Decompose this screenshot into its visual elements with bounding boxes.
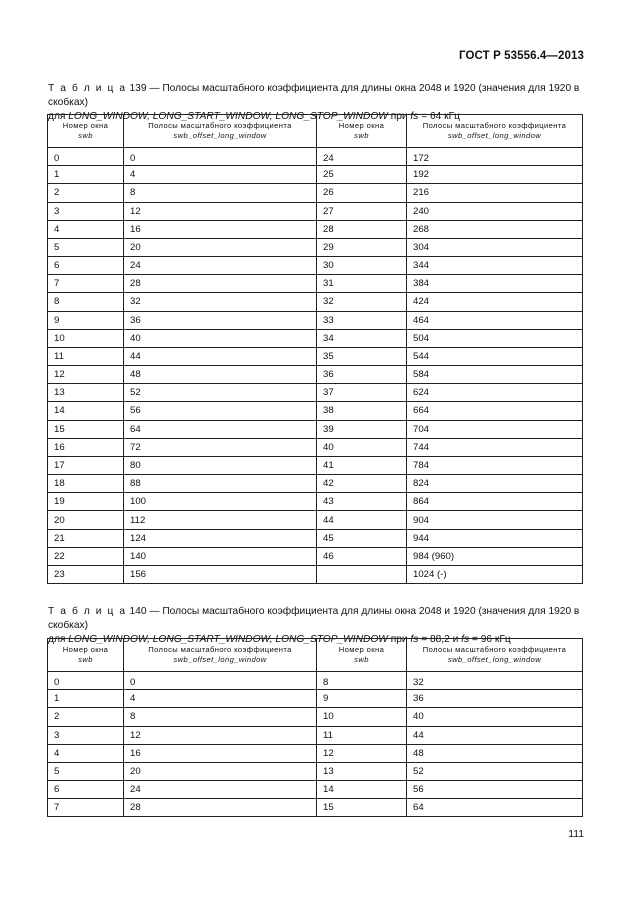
- table-cell: 0: [124, 672, 317, 690]
- table-row: [48, 799, 583, 817]
- table-row: [48, 166, 583, 184]
- table-cell: 6: [48, 257, 124, 275]
- table-cell: 46: [317, 547, 407, 565]
- table-row: [48, 456, 583, 474]
- table-cell: 192: [407, 166, 583, 184]
- table-cell: 172: [407, 148, 583, 166]
- table-cell: [317, 565, 407, 583]
- table-cell: 44: [124, 347, 317, 365]
- table-cell: 28: [317, 220, 407, 238]
- table-cell: 23: [48, 565, 124, 583]
- table-cell: 44: [407, 726, 583, 744]
- table-cell: 40: [407, 708, 583, 726]
- table-cell: 43: [317, 493, 407, 511]
- caption-fs2: fs: [461, 634, 470, 645]
- table-cell: 4: [48, 744, 124, 762]
- table-cell: 664: [407, 402, 583, 420]
- table-cell: 2: [48, 184, 124, 202]
- table-cell: 24: [317, 148, 407, 166]
- table-row: [48, 529, 583, 547]
- table-cell: 156: [124, 565, 317, 583]
- table-cell: 28: [124, 799, 317, 817]
- table-cell: 64: [407, 799, 583, 817]
- table-cell: 16: [124, 220, 317, 238]
- col-header: [407, 115, 583, 148]
- table-cell: 42: [317, 475, 407, 493]
- table-cell: 100: [124, 493, 317, 511]
- table-cell: 8: [124, 708, 317, 726]
- col-header-title: Номер окна: [62, 121, 109, 130]
- table-cell: 32: [407, 672, 583, 690]
- col-header: [48, 115, 124, 148]
- table-cell: 22: [48, 547, 124, 565]
- col-header-title: Номер окна: [62, 645, 109, 654]
- col-header: [124, 639, 317, 672]
- table-cell: 384: [407, 275, 583, 293]
- table-cell: 0: [48, 672, 124, 690]
- table-cell: 240: [407, 202, 583, 220]
- col-header-title: Номер окна: [338, 121, 385, 130]
- table-cell: 35: [317, 347, 407, 365]
- table-row: [48, 238, 583, 256]
- table-cell: 8: [124, 184, 317, 202]
- table-cell: 124: [124, 529, 317, 547]
- page-number: 111: [568, 829, 584, 840]
- caption-windows: LONG_WINDOW, LONG_START_WINDOW, LONG_STOP_WINDOW: [68, 111, 388, 122]
- table-cell: 26: [317, 184, 407, 202]
- table-cell: 56: [407, 781, 583, 799]
- table-cell: 17: [48, 456, 124, 474]
- table-cell: 2: [48, 708, 124, 726]
- table-header: [48, 115, 583, 148]
- table-cell: 1: [48, 690, 124, 708]
- table-cell: 88: [124, 475, 317, 493]
- table-cell: 36: [407, 690, 583, 708]
- col-header-title: Полосы масштабного коэффициента: [148, 645, 292, 654]
- table-cell: 4: [124, 166, 317, 184]
- table-row: [48, 672, 583, 690]
- table-row: [48, 184, 583, 202]
- col-header-title: Полосы масштабного коэффициента: [422, 121, 567, 130]
- caption-title: 139 — Полосы масштабного коэффициента для длины окна 2048 и 1920 (значения для 1920 в скобках): [48, 83, 580, 108]
- col-header-sub: swb: [78, 131, 93, 140]
- col-header: [124, 115, 317, 148]
- table-cell: 504: [407, 329, 583, 347]
- caption-label: Т а б л и ц а: [48, 83, 127, 94]
- table-cell: 33: [317, 311, 407, 329]
- table-body: [48, 672, 583, 817]
- col-header-sub: swb: [354, 131, 369, 140]
- col-header-sub: swb: [354, 655, 369, 664]
- table-cell: 944: [407, 529, 583, 547]
- table-cell: 11: [317, 726, 407, 744]
- table-row: [48, 690, 583, 708]
- table-cell: 39: [317, 420, 407, 438]
- document-code: ГОСТ Р 53556.4—2013: [459, 50, 584, 62]
- table-cell: 15: [48, 420, 124, 438]
- table-row: [48, 202, 583, 220]
- table-cell: 9: [48, 311, 124, 329]
- table-cell: 24: [124, 781, 317, 799]
- table-cell: 48: [124, 366, 317, 384]
- table-cell: 584: [407, 366, 583, 384]
- table-cell: 15: [317, 799, 407, 817]
- table-cell: 0: [124, 148, 317, 166]
- table-cell: 40: [124, 329, 317, 347]
- table-cell: 14: [48, 402, 124, 420]
- table-cell: 27: [317, 202, 407, 220]
- table-cell: 32: [317, 293, 407, 311]
- table-cell: 904: [407, 511, 583, 529]
- caption-prefix: для: [48, 111, 69, 122]
- table-row: [48, 366, 583, 384]
- table-cell: 1: [48, 166, 124, 184]
- table-cell: 10: [317, 708, 407, 726]
- table-cell: 36: [317, 366, 407, 384]
- table-cell: 20: [124, 238, 317, 256]
- table-row: [48, 762, 583, 780]
- col-header-sub: swb_offset_long_window: [173, 655, 267, 664]
- col-header-sub: swb_offset_long_window: [447, 131, 542, 140]
- caption-mid2: = 88,2 и: [418, 634, 462, 645]
- table-cell: 20: [48, 511, 124, 529]
- table-cell: 8: [48, 293, 124, 311]
- table-cell: 31: [317, 275, 407, 293]
- table-cell: 424: [407, 293, 583, 311]
- table-row: [48, 384, 583, 402]
- table-140: [47, 638, 583, 817]
- table-row: [48, 275, 583, 293]
- table-cell: 216: [407, 184, 583, 202]
- col-header: [48, 639, 124, 672]
- table-cell: 5: [48, 238, 124, 256]
- table-cell: 21: [48, 529, 124, 547]
- table-cell: 12: [317, 744, 407, 762]
- table-cell: 268: [407, 220, 583, 238]
- table-cell: 40: [317, 438, 407, 456]
- table-cell: 11: [48, 347, 124, 365]
- table-cell: 16: [124, 744, 317, 762]
- table-row: [48, 547, 583, 565]
- table-cell: 9: [317, 690, 407, 708]
- table-cell: 29: [317, 238, 407, 256]
- table-header: [48, 639, 583, 672]
- caption-suffix: = 96 кГц: [469, 634, 511, 645]
- table-cell: 37: [317, 384, 407, 402]
- col-header-sub: swb_offset_long_window: [173, 131, 267, 140]
- table-cell: 544: [407, 347, 583, 365]
- table-row: [48, 293, 583, 311]
- table-cell: 10: [48, 329, 124, 347]
- col-header: [317, 115, 407, 148]
- table-cell: 140: [124, 547, 317, 565]
- table-cell: 25: [317, 166, 407, 184]
- table-cell: 45: [317, 529, 407, 547]
- caption-fs: fs: [410, 634, 419, 645]
- col-header-sub: swb: [78, 655, 93, 664]
- table-cell: 13: [48, 384, 124, 402]
- table-cell: 41: [317, 456, 407, 474]
- col-header: [317, 639, 407, 672]
- caption-fs: fs: [410, 111, 419, 122]
- table-cell: 48: [407, 744, 583, 762]
- table-cell: 52: [407, 762, 583, 780]
- table-cell: 344: [407, 257, 583, 275]
- table-row: [48, 781, 583, 799]
- table-cell: 4: [124, 690, 317, 708]
- caption-mid: при: [387, 111, 411, 122]
- table-cell: 3: [48, 202, 124, 220]
- table-cell: 0: [48, 148, 124, 166]
- table-cell: 5: [48, 762, 124, 780]
- table-row: [48, 402, 583, 420]
- table-cell: 18: [48, 475, 124, 493]
- table-cell: 112: [124, 511, 317, 529]
- table-139: [47, 114, 583, 584]
- table-cell: 30: [317, 257, 407, 275]
- table-cell: 32: [124, 293, 317, 311]
- table-cell: 824: [407, 475, 583, 493]
- table-cell: 1024 (-): [407, 565, 583, 583]
- table-cell: 24: [124, 257, 317, 275]
- table-cell: 16: [48, 438, 124, 456]
- table-row: [48, 475, 583, 493]
- caption-windows: LONG_WINDOW, LONG_START_WINDOW, LONG_STOP_WINDOW: [68, 634, 388, 645]
- table-body: [48, 148, 583, 584]
- col-header: [407, 639, 583, 672]
- table-cell: 80: [124, 456, 317, 474]
- table-row: [48, 220, 583, 238]
- table-row: [48, 493, 583, 511]
- caption-title: 140 — Полосы масштабного коэффициента для длины окна 2048 и 1920 (значения для 1920 в скобках): [48, 606, 580, 631]
- table-cell: 13: [317, 762, 407, 780]
- col-header-title: Полосы масштабного коэффициента: [148, 121, 292, 130]
- table-cell: 304: [407, 238, 583, 256]
- table-cell: 64: [124, 420, 317, 438]
- table-cell: 624: [407, 384, 583, 402]
- table-cell: 6: [48, 781, 124, 799]
- table-cell: 34: [317, 329, 407, 347]
- caption-suffix: = 64 кГц: [418, 111, 460, 122]
- table-cell: 56: [124, 402, 317, 420]
- table-row: [48, 744, 583, 762]
- table-row: [48, 148, 583, 166]
- table-row: [48, 726, 583, 744]
- table-row: [48, 420, 583, 438]
- table-cell: 28: [124, 275, 317, 293]
- col-header-title: Номер окна: [338, 645, 385, 654]
- table-cell: 7: [48, 799, 124, 817]
- table-cell: 864: [407, 493, 583, 511]
- table-cell: 44: [317, 511, 407, 529]
- table-cell: 8: [317, 672, 407, 690]
- table-row: [48, 311, 583, 329]
- table-cell: 784: [407, 456, 583, 474]
- table-row: [48, 257, 583, 275]
- table-cell: 744: [407, 438, 583, 456]
- col-header-title: Полосы масштабного коэффициента: [422, 645, 567, 654]
- caption-prefix: для: [48, 634, 69, 645]
- table-cell: 20: [124, 762, 317, 780]
- table-cell: 72: [124, 438, 317, 456]
- table-cell: 12: [48, 366, 124, 384]
- table-cell: 704: [407, 420, 583, 438]
- table-cell: 7: [48, 275, 124, 293]
- table-cell: 12: [124, 202, 317, 220]
- table-row: [48, 347, 583, 365]
- table-cell: 19: [48, 493, 124, 511]
- table-cell: 52: [124, 384, 317, 402]
- table-cell: 4: [48, 220, 124, 238]
- table-cell: 12: [124, 726, 317, 744]
- caption-mid: при: [387, 634, 411, 645]
- col-header-sub: swb_offset_long_window: [447, 655, 542, 664]
- table-cell: 984 (960): [407, 547, 583, 565]
- table-cell: 464: [407, 311, 583, 329]
- caption-label: Т а б л и ц а: [48, 606, 127, 617]
- table-row: [48, 708, 583, 726]
- table-cell: 14: [317, 781, 407, 799]
- table-row: [48, 329, 583, 347]
- table-row: [48, 438, 583, 456]
- table-cell: 38: [317, 402, 407, 420]
- table-cell: 36: [124, 311, 317, 329]
- table-row: [48, 565, 583, 583]
- table-row: [48, 511, 583, 529]
- table-cell: 3: [48, 726, 124, 744]
